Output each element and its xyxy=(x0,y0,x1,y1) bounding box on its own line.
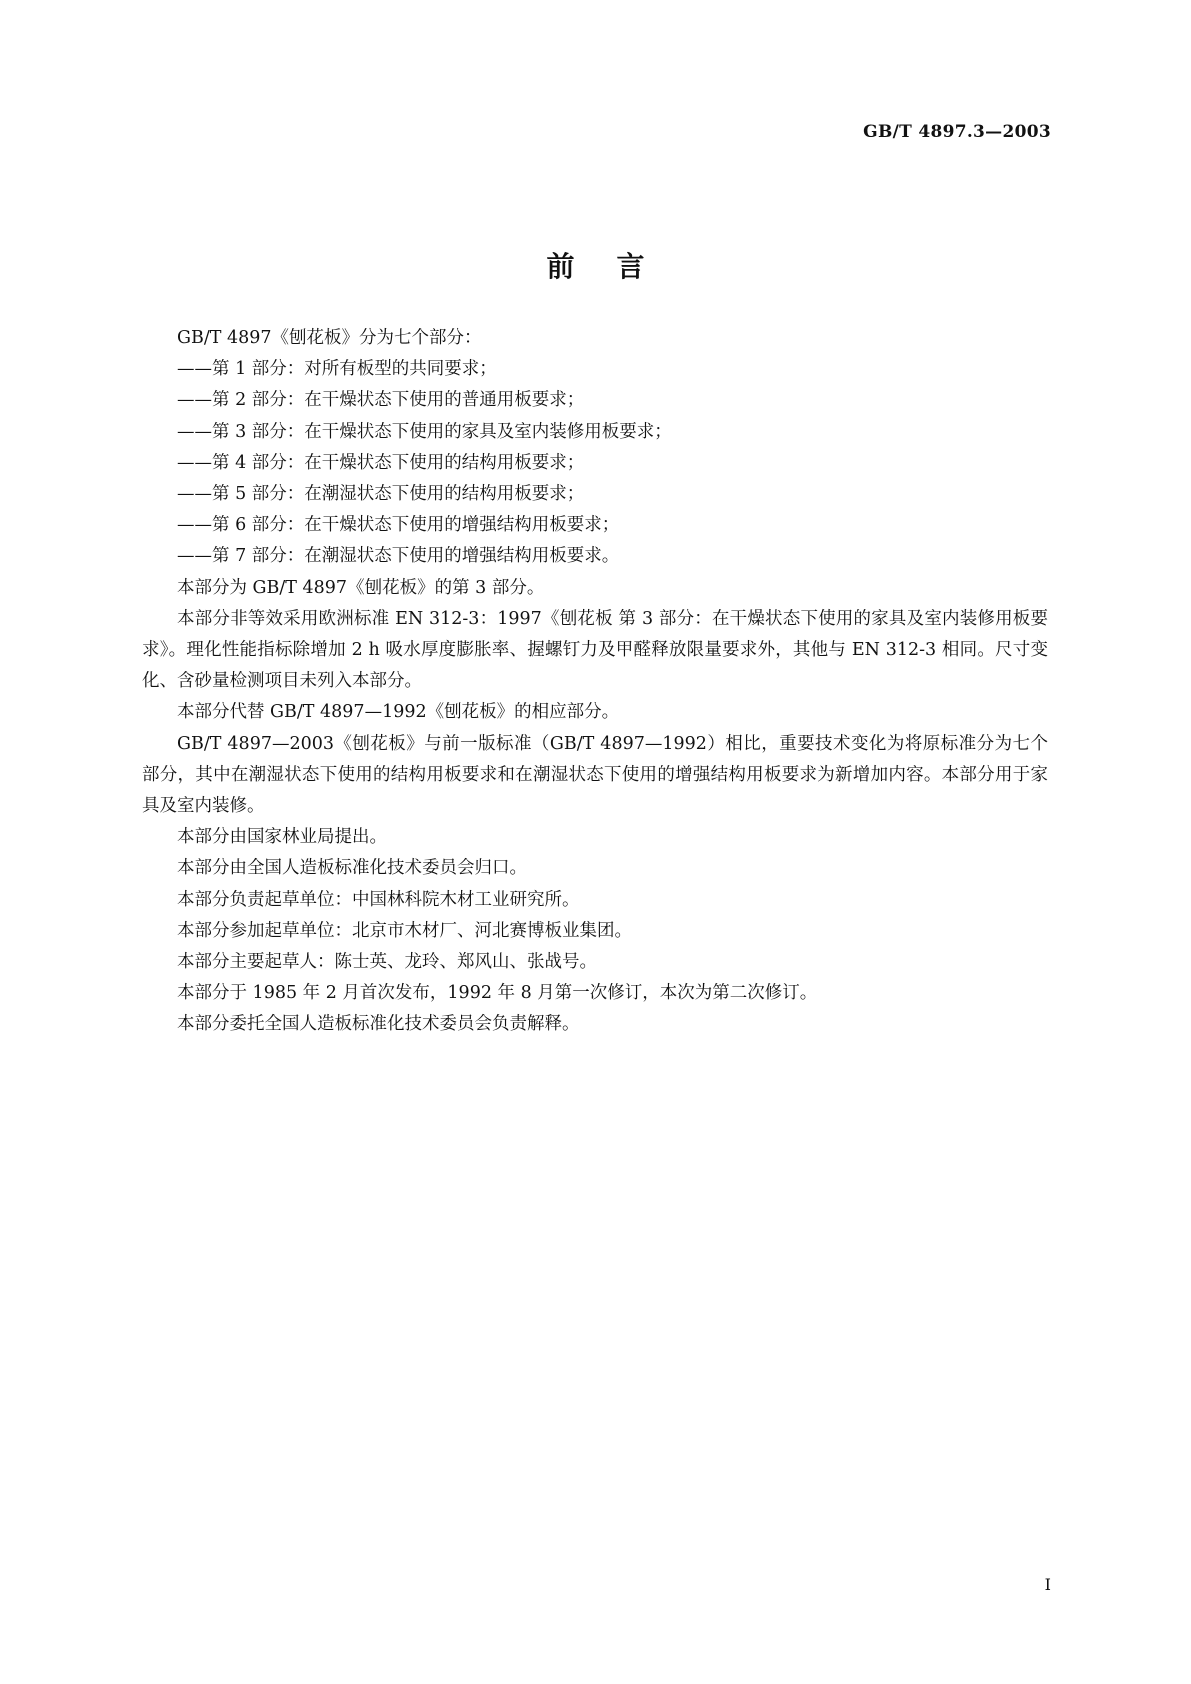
list-item-part-4: ——第 4 部分：在干燥状态下使用的结构用板要求； xyxy=(177,452,585,473)
document-code: GB/T 4897.3—2003 xyxy=(863,122,1051,142)
paragraph-part-statement: 本部分为 GB/T 4897《刨花板》的第 3 部分。 xyxy=(177,577,545,598)
list-item-part-2: ——第 2 部分：在干燥状态下使用的普通用板要求； xyxy=(177,390,585,411)
foreword-body xyxy=(142,323,1048,1041)
list-item-part-3: ——第 3 部分：在干燥状态下使用的家具及室内装修用板要求； xyxy=(177,421,672,442)
paragraph-centralized-by: 本部分由全国人造板标准化技术委员会归口。 xyxy=(177,858,527,879)
paragraph-proposed-by: 本部分由国家林业局提出。 xyxy=(177,827,387,848)
paragraph-changes: GB/T 4897—2003《刨花板》与前一版标准（GB/T 4897—1992）相比，重要技术变化为将原标准分为七个部分，其中在潮湿状态下使用的结构用板要求和在潮湿状态下使用的增强结构用板要求为新增加内容。本部分用于家具及室内装修。 xyxy=(142,733,1048,817)
page-number: I xyxy=(1044,1575,1051,1594)
list-item-part-6: ——第 6 部分：在干燥状态下使用的增强结构用板要求； xyxy=(177,515,620,536)
paragraph-drafters: 本部分主要起草人：陈士英、龙玲、郑风山、张战号。 xyxy=(177,952,597,973)
paragraph-participating-units: 本部分参加起草单位：北京市木材厂、河北赛博板业集团。 xyxy=(177,920,632,941)
paragraph-interpretation: 本部分委托全国人造板标准化技术委员会负责解释。 xyxy=(177,1014,580,1035)
paragraph-history: 本部分于 1985 年 2 月首次发布，1992 年 8 月第一次修订，本次为第二次修订。 xyxy=(177,983,818,1004)
page-title: 前言 xyxy=(546,249,687,283)
list-item-part-5: ——第 5 部分：在潮湿状态下使用的结构用板要求； xyxy=(177,484,585,505)
paragraph-drafting-unit: 本部分负责起草单位：中国林科院木材工业研究所。 xyxy=(177,889,580,910)
paragraph-intro: GB/T 4897《刨花板》分为七个部分： xyxy=(177,328,482,348)
paragraph-replaces: 本部分代替 GB/T 4897—1992《刨花板》的相应部分。 xyxy=(177,702,620,723)
list-item-part-7: ——第 7 部分：在潮湿状态下使用的增强结构用板要求。 xyxy=(177,546,620,567)
paragraph-adoption: 本部分非等效采用欧洲标准 EN 312-3：1997《刨花板 第 3 部分：在干燥状态下使用的家具及室内装修用板要求》。理化性能指标除增加 2 h 吸水厚度膨胀率、握螺钉力及甲醛释放限量要求外，其他与 EN 312-3 相同。尺寸变化、含砂量检测项目未列入本部分。 xyxy=(142,608,1048,692)
list-item-part-1: ——第 1 部分：对所有板型的共同要求； xyxy=(177,359,497,380)
